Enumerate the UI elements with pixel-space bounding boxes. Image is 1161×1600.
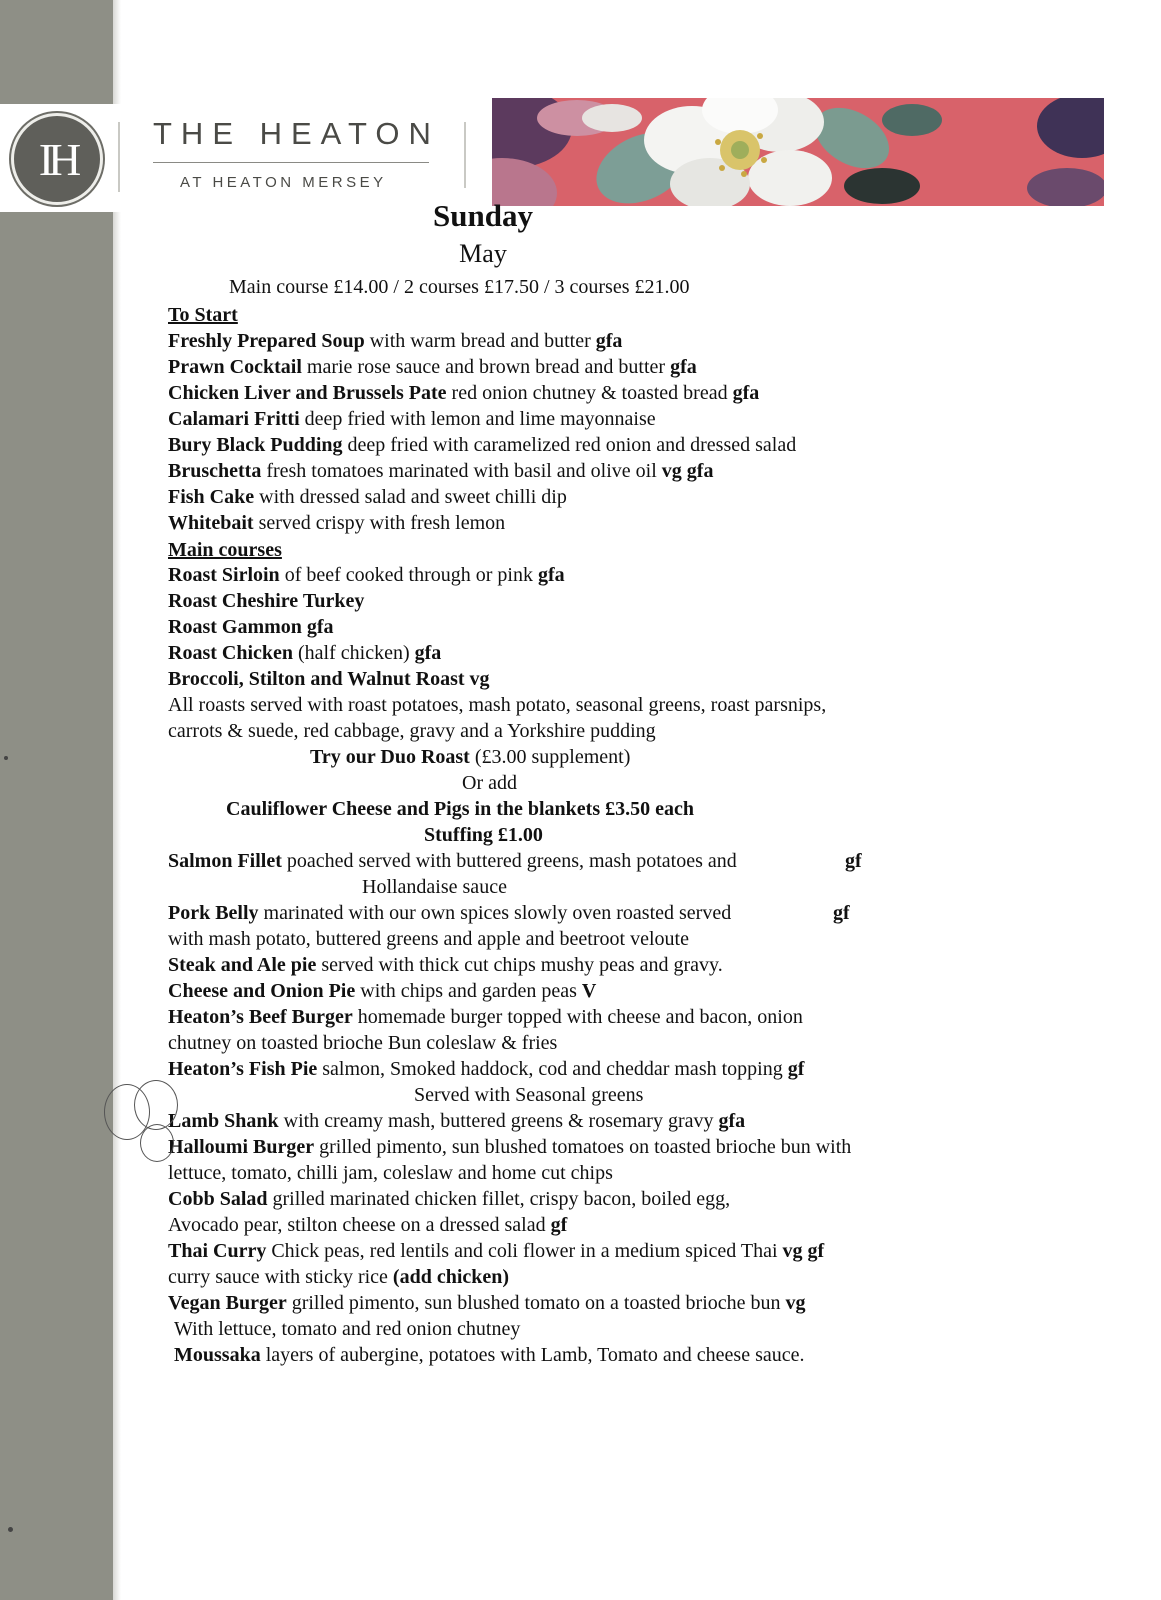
divider	[464, 122, 466, 188]
item-name: Roast Cheshire Turkey	[168, 590, 365, 612]
duo-roast-desc: (£3.00 supplement)	[469, 746, 631, 768]
item-tag: gfa	[732, 382, 760, 404]
logo-monogram	[11, 113, 103, 205]
item-tag: V	[581, 980, 597, 1002]
item-continuation: Hollandaise sauce	[362, 876, 507, 898]
item-desc: red onion chutney & toasted bread	[446, 382, 733, 404]
roast-note: carrots & suede, red cabbage, gravy and a Yorkshire pudding	[168, 720, 656, 742]
item-desc: deep fried with lemon and lime mayonnaise	[299, 408, 656, 430]
section-heading-starters: To Start	[168, 304, 238, 326]
item-name: Chicken Liver and Brussels Pate	[168, 382, 447, 404]
item-name: Broccoli, Stilton and Walnut Roast	[168, 668, 465, 690]
menu-item	[168, 589, 364, 613]
item-name: Salmon Fillet	[168, 850, 282, 872]
item-tag: gfa	[595, 330, 623, 352]
menu-item	[168, 511, 505, 535]
item-desc: (half chicken)	[293, 642, 415, 664]
item-name: Freshly Prepared Soup	[168, 330, 365, 352]
item-desc: fresh tomatoes marinated with basil and olive oil	[261, 460, 662, 482]
menu-item	[168, 381, 759, 405]
menu-item	[168, 953, 723, 977]
menu-day-title	[0, 198, 966, 233]
menu-item	[168, 485, 567, 509]
menu-item	[168, 641, 441, 665]
title-text: Sunday	[433, 198, 533, 233]
item-name: Cobb Salad	[168, 1188, 268, 1210]
item-name: Halloumi Burger	[168, 1136, 315, 1158]
menu-item	[168, 1239, 824, 1263]
item-tag: gfa	[537, 564, 565, 586]
item-continuation-text: curry sauce with sticky rice	[168, 1266, 393, 1288]
item-desc: with warm bread and butter	[364, 330, 596, 352]
item-tag: vg gf	[782, 1240, 825, 1262]
item-tag: gf	[833, 902, 850, 924]
item-name: Thai Curry	[168, 1240, 267, 1262]
sidebar-band	[0, 0, 113, 1600]
duo-roast-line	[310, 745, 630, 769]
item-tag: gfa	[414, 642, 442, 664]
item-desc: grilled marinated chicken fillet, crispy bacon, boiled egg,	[267, 1188, 731, 1210]
menu-item	[168, 849, 737, 873]
item-continuation	[168, 1265, 509, 1289]
menu-item	[168, 1005, 803, 1029]
item-name: Roast Sirloin	[168, 564, 280, 586]
item-name: Bury Black Pudding	[168, 434, 343, 456]
item-name: Fish Cake	[168, 486, 255, 508]
item-desc: with dressed salad and sweet chilli dip	[254, 486, 567, 508]
roast-note: All roasts served with roast potatoes, mash potato, seasonal greens, roast parsnips,	[168, 694, 827, 716]
menu-item	[168, 901, 731, 925]
item-tag: gfa	[670, 356, 697, 378]
menu-item	[168, 563, 565, 587]
item-desc: served crispy with fresh lemon	[253, 512, 506, 534]
item-desc: with chips and garden peas	[355, 980, 582, 1002]
price-line: Main course £14.00 / 2 courses £17.50 / 3 courses £21.00	[229, 276, 690, 298]
item-tag: gf	[787, 1058, 805, 1080]
item-name: Vegan Burger	[168, 1292, 287, 1314]
item-tag: vg gfa	[661, 460, 714, 482]
section-heading-mains: Main courses	[168, 539, 282, 561]
sidebar-edge	[113, 0, 121, 1600]
item-continuation: Served with Seasonal greens	[414, 1084, 644, 1106]
divider	[118, 122, 120, 192]
item-desc: deep fried with caramelized red onion and dressed salad	[342, 434, 797, 456]
menu-item	[168, 329, 622, 353]
item-name: Prawn Cocktail	[168, 356, 302, 378]
item-desc: marinated with our own spices slowly oven roasted served	[258, 902, 732, 924]
menu-item	[168, 407, 656, 431]
item-name: Steak and Ale pie	[168, 954, 317, 976]
month-text: May	[459, 239, 507, 268]
item-tag: gfa	[306, 616, 334, 638]
duo-roast-name: Try our Duo Roast	[310, 746, 470, 768]
menu-item	[168, 1109, 745, 1133]
pen-mark	[140, 1124, 174, 1162]
item-tag: vg	[785, 1292, 806, 1314]
pen-mark	[134, 1080, 178, 1130]
item-continuation-text: Avocado pear, stilton cheese on a dressed salad	[168, 1214, 551, 1236]
item-desc: served with thick cut chips mushy peas and gravy.	[316, 954, 723, 976]
item-tag: gfa	[718, 1110, 746, 1132]
item-tag: vg	[469, 668, 490, 690]
item-desc: poached served with buttered greens, mash potatoes and	[281, 850, 737, 872]
item-desc: homemade burger topped with cheese and bacon, onion	[352, 1006, 803, 1028]
item-name: Lamb Shank	[168, 1110, 279, 1132]
brand-name: THE HEATON	[153, 116, 440, 151]
menu-item	[174, 1343, 805, 1367]
or-add-line: Or add	[462, 772, 517, 794]
item-name: Moussaka	[174, 1344, 261, 1366]
item-name: Heaton’s Fish Pie	[168, 1058, 318, 1080]
brand-subtitle: AT HEATON MERSEY	[180, 174, 387, 191]
extras-line: Cauliflower Cheese and Pigs in the blankets £3.50 each	[226, 798, 694, 820]
item-desc: layers of aubergine, potatoes with Lamb, Tomato and cheese sauce.	[260, 1344, 805, 1366]
item-continuation: chutney on toasted brioche Bun coleslaw & fries	[168, 1032, 558, 1054]
item-name: Bruschetta	[168, 460, 262, 482]
scan-speck	[8, 1527, 13, 1532]
item-name: Calamari Fritti	[168, 408, 300, 430]
item-name: Whitebait	[168, 512, 254, 534]
brand-rule	[153, 162, 429, 163]
item-tag: gf	[845, 850, 862, 872]
menu-item	[168, 433, 796, 457]
item-desc: of beef cooked through or pink	[279, 564, 538, 586]
item-name: Heaton’s Beef Burger	[168, 1006, 353, 1028]
menu-item	[168, 355, 697, 379]
logo-monogram-text: IH	[38, 133, 76, 185]
scan-speck	[4, 756, 8, 760]
menu-item	[168, 459, 713, 483]
item-continuation: lettuce, tomato, chilli jam, coleslaw and home cut chips	[168, 1162, 613, 1184]
item-desc: grilled pimento, sun blushed tomato on a toasted brioche bun	[286, 1292, 786, 1314]
item-tag: (add chicken)	[392, 1266, 510, 1288]
item-desc: marie rose sauce and brown bread and butter	[301, 356, 671, 378]
stuffing-line: Stuffing £1.00	[424, 824, 543, 846]
item-desc: with creamy mash, buttered greens & rosemary gravy	[278, 1110, 719, 1132]
menu-item	[168, 615, 334, 639]
menu-item	[168, 1057, 804, 1081]
menu-item	[168, 979, 596, 1003]
item-continuation: with mash potato, buttered greens and apple and beetroot veloute	[168, 928, 689, 950]
item-desc: Chick peas, red lentils and coli flower in a medium spiced Thai	[266, 1240, 783, 1262]
menu-item	[168, 1135, 851, 1159]
menu-item	[168, 667, 490, 691]
item-desc: salmon, Smoked haddock, cod and cheddar mash topping	[317, 1058, 788, 1080]
menu-item	[168, 1291, 806, 1315]
item-tag: gf	[550, 1214, 568, 1236]
item-name: Pork Belly	[168, 902, 259, 924]
item-desc: grilled pimento, sun blushed tomatoes on toasted brioche bun with	[314, 1136, 852, 1158]
item-continuation: With lettuce, tomato and red onion chutney	[174, 1318, 521, 1340]
item-name: Cheese and Onion Pie	[168, 980, 356, 1002]
menu-month	[0, 239, 966, 268]
flower-banner-image	[492, 98, 1104, 206]
item-name: Roast Gammon	[168, 616, 302, 638]
menu-item	[168, 1187, 730, 1211]
item-continuation	[168, 1213, 567, 1237]
item-name: Roast Chicken	[168, 642, 294, 664]
